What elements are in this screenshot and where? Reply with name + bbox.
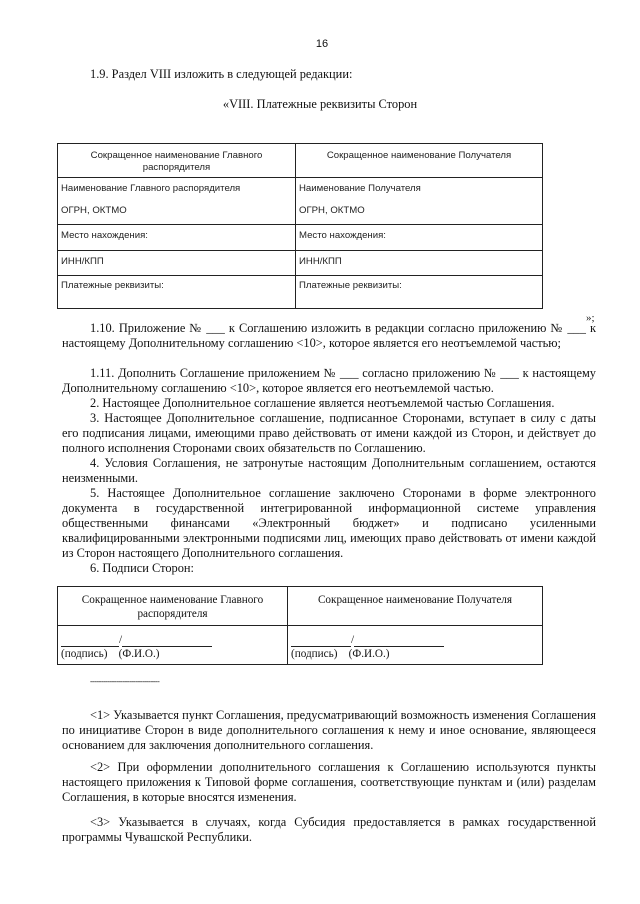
- signature-cell[interactable]: / (подпись) (Ф.И.О.): [288, 626, 543, 665]
- footnote-separator: --------------------------------: [90, 677, 160, 686]
- table-cell: Наименование Главного распорядителя ОГРН, ОКТМО: [58, 178, 296, 225]
- paragraph-4: 4. Условия Соглашения, не затронутые настоящим Дополнительным соглашением, остаются неизменными.: [62, 456, 596, 485]
- table-cell: Платежные реквизиты:: [296, 276, 543, 309]
- header-cell: Сокращенное наименование Получателя: [296, 144, 543, 178]
- signature-label: (подпись): [291, 648, 338, 660]
- footnote-1: <1> Указывается пункт Соглашения, предусматривающий возможность изменения Соглашения по инициативе Сторон в виде дополнительного соглашения к нему и иное основание, являющееся основанием для заключения дополнительного соглашения.: [62, 708, 596, 752]
- name-line[interactable]: [122, 634, 212, 647]
- name-line[interactable]: [354, 634, 444, 647]
- closing-quote: »;: [586, 312, 595, 324]
- name-label: (Ф.И.О.): [348, 648, 390, 660]
- page-number: 16: [315, 38, 329, 50]
- signature-line[interactable]: [61, 634, 119, 647]
- paragraph-2: 2. Настоящее Дополнительное соглашение является неотъемлемой частью Соглашения.: [90, 396, 555, 410]
- signature-table: [57, 586, 543, 665]
- signature-cell[interactable]: / (подпись) (Ф.И.О.): [58, 626, 288, 665]
- header-cell: Сокращенное наименование Главного распорядителя: [58, 144, 296, 178]
- header-cell: Сокращенное наименование Получателя: [288, 587, 543, 626]
- paragraph-1-11: 1.11. Дополнить Соглашение приложением № ___ согласно приложению № ___ к настоящему Дополнительному соглашению <10>, которое является его неотъемлемой частью.: [62, 366, 596, 395]
- requisites-table: [57, 143, 543, 309]
- intro-paragraph: 1.9. Раздел VIII изложить в следующей редакции:: [90, 67, 353, 81]
- name-label: (Ф.И.О.): [118, 648, 160, 660]
- signature-label: (подпись): [61, 648, 108, 660]
- paragraph-3: 3. Настоящее Дополнительное соглашение, подписанное Сторонами, вступает в силу с даты его подписания лицами, имеющими право действовать от имени каждой из Сторон, и действует до полного исполнения Сторонами своих обязательств по Соглашению.: [62, 411, 596, 455]
- section-heading: «VIII. Платежные реквизиты Сторон: [222, 97, 418, 111]
- table-cell: Место нахождения:: [296, 225, 543, 251]
- footnote-3: <3> Указывается в случаях, когда Субсидия предоставляется в рамках государственной программы Чувашской Республики.: [62, 815, 596, 844]
- table-cell: Наименование Получателя ОГРН, ОКТМО: [296, 178, 543, 225]
- table-cell: Место нахождения:: [58, 225, 296, 251]
- table-cell: ИНН/КПП: [296, 251, 543, 276]
- table-cell: ИНН/КПП: [58, 251, 296, 276]
- paragraph-6: 6. Подписи Сторон:: [90, 561, 194, 575]
- paragraph-5: 5. Настоящее Дополнительное соглашение заключено Сторонами в форме электронного документа в государственной интегрированной информационной системе управления общественными финансами «Электронный бюджет» и подписано усиленными квалифицированными электронными подписями лиц, имеющих право действовать от имени каждой из Сторон настоящего Дополнительного соглашения.: [62, 486, 596, 560]
- signature-line[interactable]: [291, 634, 351, 647]
- paragraph-1-10: 1.10. Приложение № ___ к Соглашению изложить в редакции согласно приложению № ___ к настоящему Дополнительному соглашению <10>, которое является его неотъемлемой частью;: [62, 321, 596, 350]
- footnote-2: <2> При оформлении дополнительного соглашения к Соглашению используются пункты настоящего приложения к Типовой форме соглашения, соответствующие пунктам и (или) разделам Соглашения, в которые вносятся изменения.: [62, 760, 596, 804]
- header-cell: Сокращенное наименование Главного распорядителя: [58, 587, 288, 626]
- table-cell: Платежные реквизиты:: [58, 276, 296, 309]
